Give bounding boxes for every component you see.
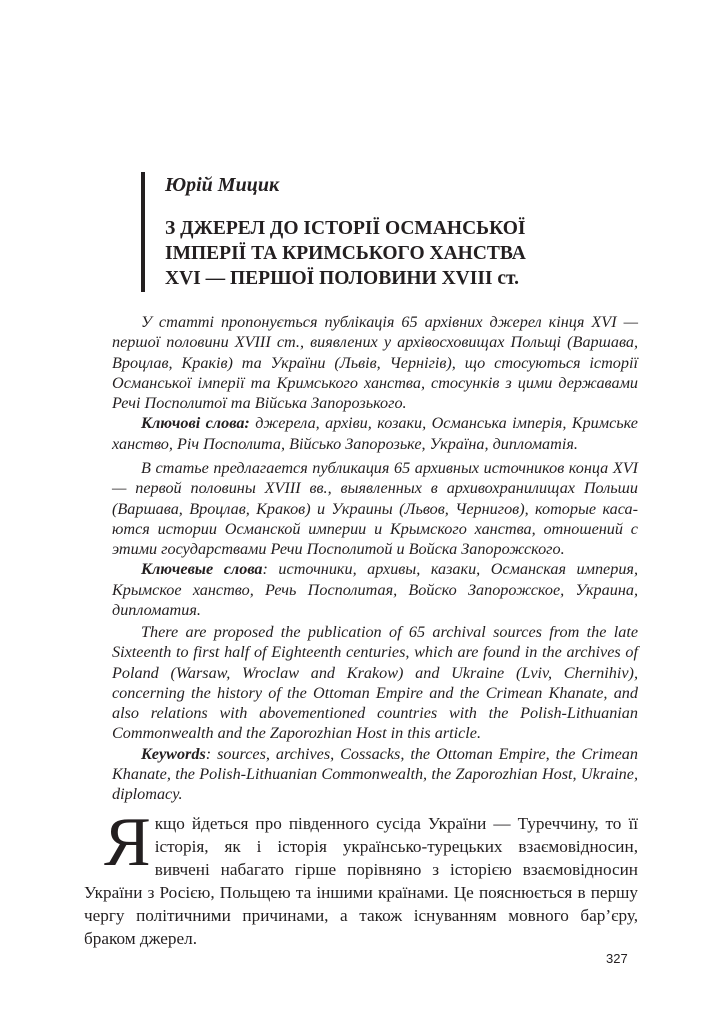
article-title <box>165 216 635 291</box>
keywords-label: Ключевые слова <box>141 560 263 579</box>
keywords-list: джерела, архіви, козаки, Османська імперія, Кримське ханство, Річ Посполита, Військо Запорозьке, Україна, дипломатія. <box>112 414 638 453</box>
keywords-paragraph <box>112 744 638 805</box>
drop-cap: Я <box>104 804 151 881</box>
keywords-paragraph <box>112 413 638 454</box>
abstract-english <box>112 622 638 805</box>
keywords-list: : sources, archives, Cossacks, the Ottoman Empire, the Crimean Khanate, the Polish-Lithuanian Commonwealth, the Zaporozhian Host, Ukraine, diplomacy. <box>112 744 638 804</box>
abstract-text: There are proposed the publication of 65 archival sources from the late Sixteenth to first half of Eighteenth centuries, which are found in the archives of Poland (Warsaw, Wroclaw and Krakow) and Ukraine (Lviv, Chernihiv), concerning the history of the Ottoman Empire and the Crimean Khanate, and also relations with abovementioned countries with the Polish-Lithuanian Commonwealth and the Zaporozhian Host in this article. <box>112 623 638 743</box>
title-accent-bar <box>141 172 145 292</box>
title-line-2: ІМПЕРІЇ ТА КРИМСЬКОГО ХАНСТВА <box>165 243 526 264</box>
keywords-label: Keywords <box>141 744 206 763</box>
abstract-text: У статті пропонується публікація 65 архівних джерел кінця XVI — першої половини XVIII ст., виявлених у архівосховищах Польщі (Варшава, Вроцлав, Краків) та України (Львів, Чернігів), що стосуються історії Османської імперії та Кримського ханства, стосунків з цими державами Речі Посполитої та Війська Запорозького. <box>112 313 638 413</box>
keywords-label: Ключові слова: <box>141 414 250 433</box>
title-line-3: XVI — ПЕРШОЇ ПОЛОВИНИ XVIII ст. <box>165 268 520 289</box>
abstract-ukrainian <box>112 312 638 454</box>
author-name: Юрій Мицик <box>165 174 280 196</box>
keywords-list: : источники, архивы, казаки, Османская империя, Крымское ханство, Речь Посполитая, Войско Запорожское, Украина, дипломатия. <box>112 560 638 620</box>
title-line-1: З ДЖЕРЕЛ ДО ІСТОРІЇ ОСМАНСЬКОЇ <box>165 218 526 239</box>
abstract-text: В статье предлагается публикация 65 архивных источников конца XVI — первой половины XVIII вв., выявленных в архивохранилищах Польши (Варшава, Вроцлав, Краков) и Украины (Львов, Чернигов), которые касаются истории Османской империи и Крымского ханства, отношений с этими государствами Речи Посполитой и Войска Запорожского. <box>112 459 638 559</box>
abstract-russian <box>112 458 638 620</box>
keywords-paragraph <box>112 559 638 620</box>
page-number: 327 <box>606 951 628 966</box>
body-text: кщо йдеться про південного сусіда України — Туреччину, то її історія, як і історія українсько-турецьких взаємовідносин, вивчені набагато гірше порівняно з історією взаємовідносин України з Росією, Польщею та іншими країнами. Це пояснюється в першу чергу політичними причинами, а також існуванням мовного бар’єру, браком джерел. <box>84 814 638 948</box>
body-paragraph <box>84 804 638 950</box>
